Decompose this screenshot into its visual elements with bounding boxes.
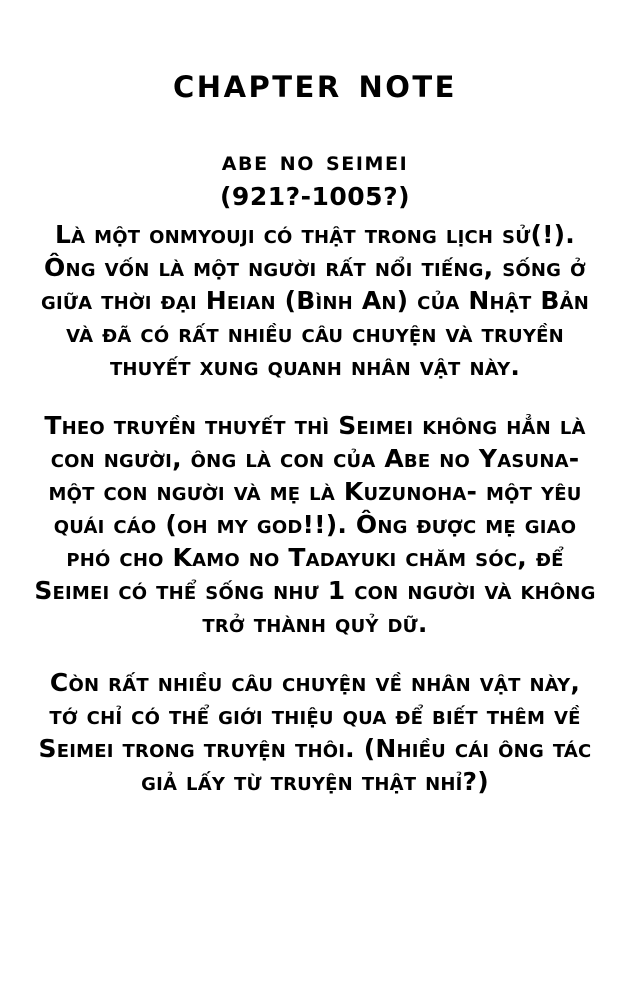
life-dates: (921?-1005?) <box>220 181 410 211</box>
paragraph-1: Là một onmyouji có thật trong lịch sử(!). Ông vốn là một người rất nổi tiếng, sống ở giữa thời đại Heian (Bình An) của Nhật Bản và đã có rất nhiều câu chuyện và truyền thuyết xung quanh nhân vật này. <box>40 220 589 382</box>
page-title: chapter note <box>173 59 457 107</box>
paragraph-2: Theo truyền thuyết thì Seimei không hẳn là con người, ông là con của Abe no Yasuna-một con người và mẹ là Kuzunoha- một yêu quái cáo (oh my god!!). Ông được mẹ giao phó cho Kamo no Tadayuki chăm sóc, để Seimei có thể sống như 1 con người và không trở thành quỷ dữ. <box>34 411 596 639</box>
paragraph-spacer <box>24 640 606 666</box>
paragraph-spacer <box>24 383 606 409</box>
paragraph-3: Còn rất nhiều câu chuyện về nhân vật này, tớ chỉ có thể giới thiệu qua để biết thêm về Seimei trong truyện thôi. (Nhiều cái ông tác giả lấy từ truyện thật nhỉ?) <box>38 668 592 797</box>
section-title: abe no seimei <box>221 146 409 178</box>
